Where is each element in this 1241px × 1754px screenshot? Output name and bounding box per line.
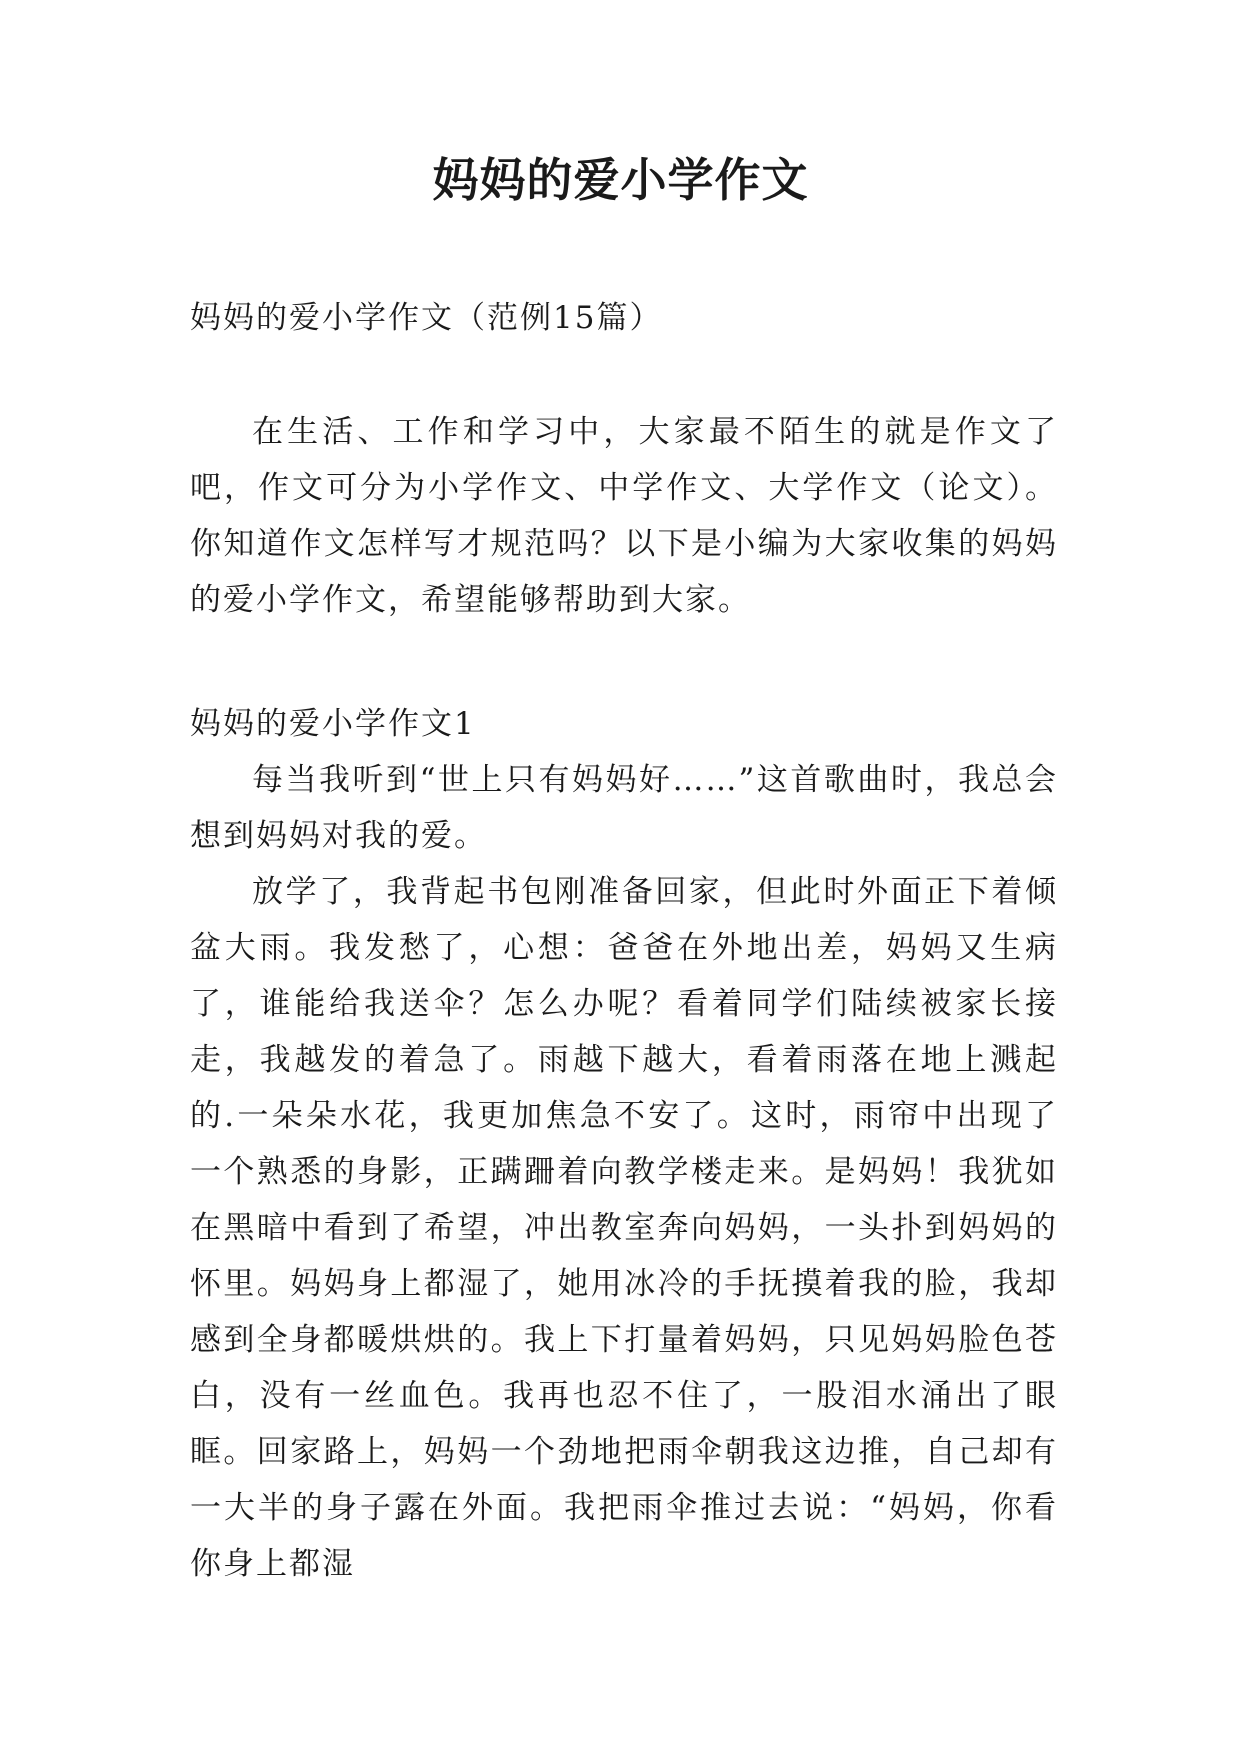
essay-paragraph-2 (190, 864, 1058, 1592)
section-heading: 妈妈的爱小学作文1 (190, 706, 476, 742)
intro-text: 在生活、工作和学习中，大家最不陌生的就是作文了吧，作文可分为小学作文、中学作文、大学作文（论文）。你知道作文怎样写才规范吗？以下是小编为大家收集的妈妈的爱小学作文，希望能够帮助到大家。 (190, 414, 1058, 618)
document-title: 妈妈的爱小学作文 (432, 153, 809, 207)
intro-paragraph (190, 404, 1058, 628)
essay-paragraph-text: 放学了，我背起书包刚准备回家，但此时外面正下着倾盆大雨。我发愁了，心想：爸爸在外地出差，妈妈又生病了，谁能给我送伞？怎么办呢？看着同学们陆续被家长接走，我越发的着急了。雨越下越大，看着雨落在地上溅起的.一朵朵水花，我更加焦急不安了。这时，雨帘中出现了一个熟悉的身影，正蹒跚着向教学楼走来。是妈妈！我犹如在黑暗中看到了希望，冲出教室奔向妈妈，一头扑到妈妈的怀里。妈妈身上都湿了，她用冰冷的手抚摸着我的脸，我却感到全身都暖烘烘的。我上下打量着妈妈，只见妈妈脸色苍白，没有一丝血色。我再也忍不住了，一股泪水涌出了眼眶。回家路上，妈妈一个劲地把雨伞朝我这边推，自己却有一大半的身子露在外面。我把雨伞推过去说：“妈妈，你看你身上都湿 (190, 874, 1058, 1582)
document-subtitle: 妈妈的爱小学作文（范例15篇） (190, 300, 663, 336)
essay-paragraph-text: 每当我听到“世上只有妈妈好……”这首歌曲时，我总会想到妈妈对我的爱。 (190, 762, 1058, 854)
essay-paragraph-1 (190, 752, 1058, 864)
